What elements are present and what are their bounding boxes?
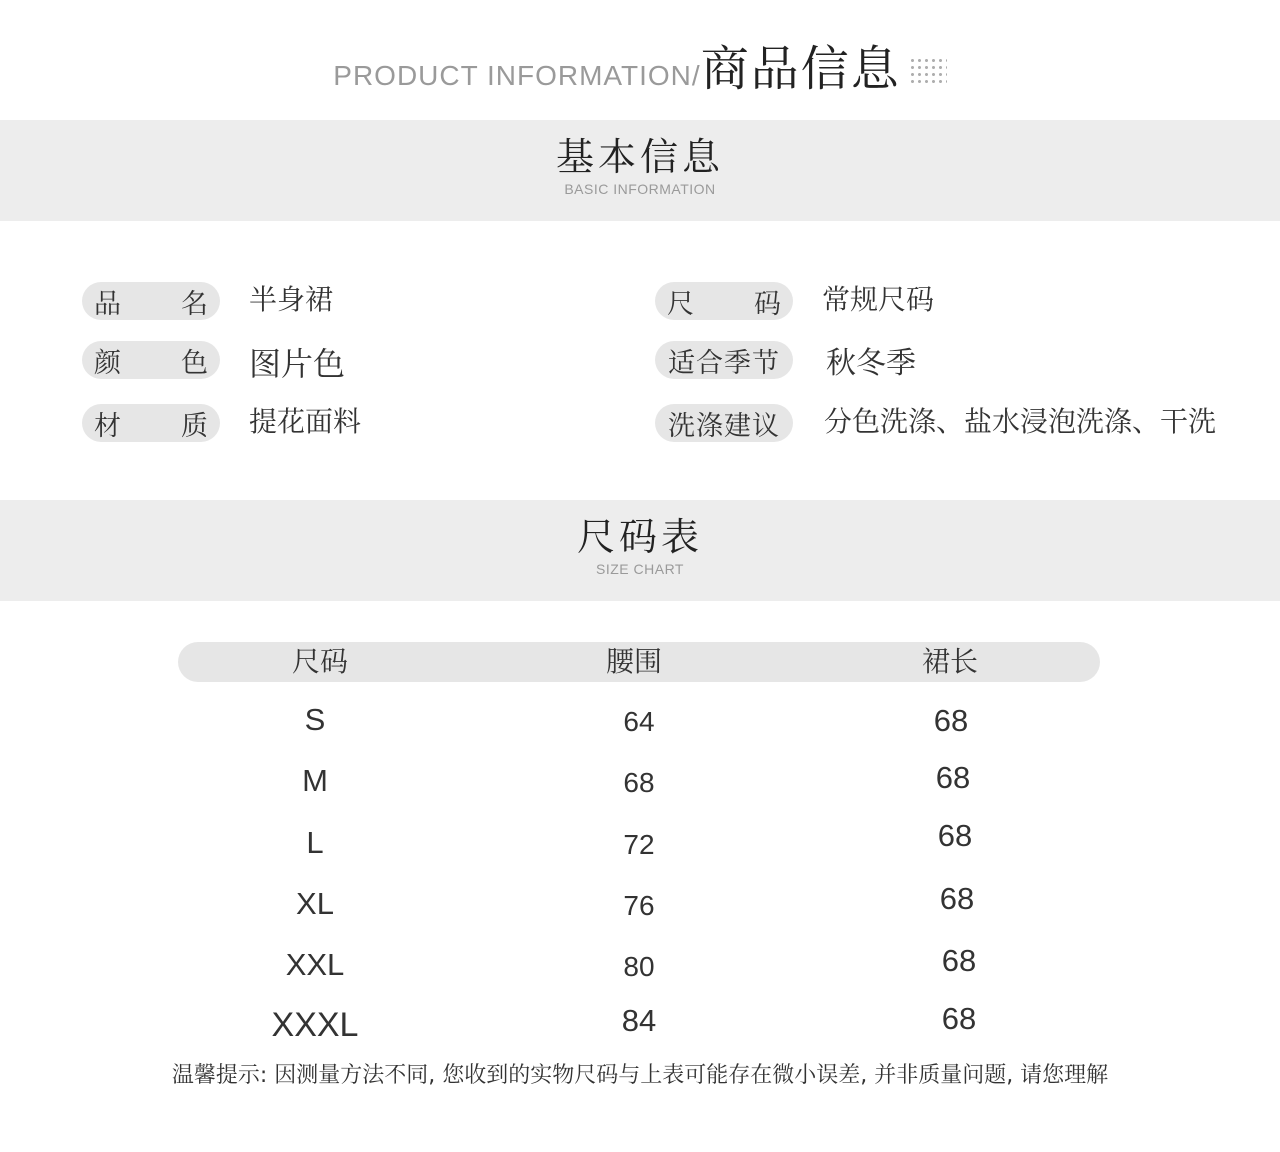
- size-chart-title: 尺码表: [576, 515, 703, 559]
- value-product-name: 半身裙: [249, 283, 334, 316]
- label-color: 颜 色: [82, 341, 220, 379]
- label-washing: 洗涤建议: [655, 404, 793, 442]
- table-row-size: L: [306, 825, 324, 860]
- dots-ornament-icon: [909, 57, 947, 85]
- value-washing: 分色洗涤、盐水浸泡洗涤、干洗: [824, 405, 1217, 438]
- label-size: 尺 码: [655, 282, 793, 320]
- table-row-length: 68: [939, 881, 975, 916]
- label-material: 材 质: [82, 404, 220, 442]
- product-information-header: [0, 30, 1280, 100]
- table-row-size: XXL: [285, 947, 345, 982]
- header-size: 尺码: [291, 645, 348, 678]
- table-row-waist: 84: [621, 1003, 657, 1038]
- header-waist: 腰围: [605, 645, 662, 678]
- table-row-length: 68: [941, 943, 977, 978]
- label-product-name: 品 名: [82, 282, 220, 320]
- table-row-length: 68: [937, 818, 973, 853]
- table-row-waist: 64: [623, 706, 655, 737]
- basic-info-subtitle: BASIC INFORMATION: [564, 181, 716, 197]
- value-size: 常规尺码: [822, 283, 935, 316]
- header-length: 裙长: [921, 645, 978, 678]
- basic-info-banner: [0, 120, 1280, 221]
- table-row-waist: 72: [623, 829, 655, 860]
- table-row-waist: 80: [623, 951, 655, 982]
- value-material: 提花面料: [249, 405, 362, 438]
- size-chart-banner: [0, 500, 1280, 601]
- table-row-size: XL: [296, 886, 334, 921]
- table-row-waist: 68: [623, 767, 655, 798]
- table-row-waist: 76: [623, 890, 655, 921]
- basic-info-title: 基本信息: [555, 135, 724, 179]
- label-season: 适合季节: [655, 341, 793, 379]
- size-chart-subtitle: SIZE CHART: [596, 561, 684, 577]
- table-row-length: 68: [933, 703, 969, 738]
- value-color: 图片色: [249, 345, 346, 383]
- header-english: PRODUCT INFORMATION/: [333, 60, 701, 91]
- table-row-length: 68: [935, 760, 971, 795]
- table-row-length: 68: [941, 1001, 977, 1036]
- table-row-size: M: [302, 763, 328, 798]
- header-chinese: 商品信息: [700, 41, 901, 97]
- table-row-size: S: [304, 702, 326, 737]
- value-season: 秋冬季: [826, 346, 916, 381]
- measurement-tip: 温馨提示: 因测量方法不同, 您收到的实物尺码与上表可能存在微小误差, 并非质量问题, 请您理解: [171, 1063, 1109, 1088]
- table-row-size: XXXL: [271, 1006, 359, 1044]
